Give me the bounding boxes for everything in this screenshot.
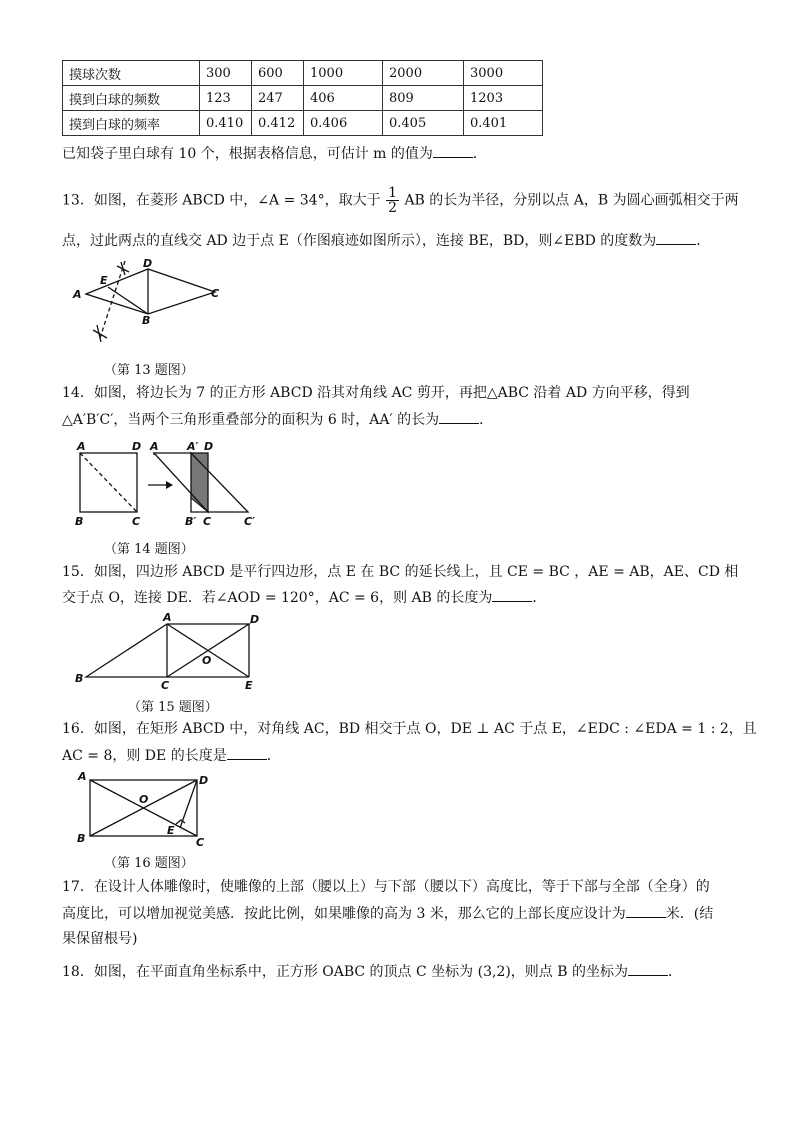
label-c: C	[211, 287, 220, 300]
answer-blank	[439, 409, 479, 424]
label-b: B	[142, 314, 151, 327]
frequency-table	[62, 60, 543, 136]
q15-line2: 交于点 O，连接 DE．若∠AOD = 120°，AC = 6，则 AB 的长度为 ．	[62, 587, 546, 608]
label-a-prime-orig: A	[150, 440, 159, 453]
table-cell: 123	[200, 86, 252, 111]
answer-blank	[227, 745, 267, 760]
q17-line3: 果保留根号)	[62, 931, 138, 947]
label-c: C	[161, 679, 170, 692]
label-d: D	[143, 258, 153, 270]
q14-line2: △A′B′C′，当两个三角形重叠部分的面积为 6 时，AA′ 的长为 ．	[62, 409, 493, 430]
table-cell: 0.401	[464, 111, 543, 136]
diagonal-ac	[80, 453, 137, 512]
arrow-head	[166, 481, 173, 489]
q17-line1: 17．在设计人体雕像时，使雕像的上部（腰以上）与下部（腰以下）高度比，等于下部与全部（全身）的	[62, 879, 710, 895]
answer-blank	[628, 961, 668, 976]
table-row	[63, 61, 543, 86]
answer-blank	[492, 587, 532, 602]
q13-line1: 13．如图，在菱形 ABCD 中，∠A = 34°，取大于 $\frac{1}{2}$ AB 的长为半径，分别以点 A，B 为圆心画弧相交于两	[62, 185, 739, 216]
table-cell: 0.406	[304, 111, 383, 136]
label-e: E	[245, 679, 253, 692]
table-cell: 247	[252, 86, 304, 111]
q16-line2: AC = 8，则 DE 的长度是 ．	[62, 745, 281, 766]
table-cell: 1203	[464, 86, 543, 111]
table-cell: 摸到白球的频数	[63, 86, 200, 111]
label-e: E	[167, 824, 175, 837]
table-cell: 600	[252, 61, 304, 86]
table-cell: 摸到白球的频率	[63, 111, 200, 136]
table-cell: 0.410	[200, 111, 252, 136]
q18-line1: 18．如图，在平面直角坐标系中，正方形 OABC 的顶点 C 坐标为 (3,2)，则点 B 的坐标为 ．	[62, 961, 682, 982]
table-cell: 300	[200, 61, 252, 86]
answer-blank	[433, 143, 473, 158]
q16-rectangle-figure	[72, 768, 222, 848]
label-d: D	[199, 774, 209, 787]
q15-parallelogram-figure	[72, 609, 272, 693]
q13-rhombus-figure	[70, 258, 230, 354]
q14-caption: （第 14 题图）	[104, 542, 194, 557]
label-e: E	[100, 274, 108, 287]
table-cell: 406	[304, 86, 383, 111]
right-angle-mark	[176, 820, 185, 824]
table-row	[63, 111, 543, 136]
label-d-right: D	[204, 440, 214, 453]
label-a: A	[77, 440, 86, 453]
q14-square-figure	[70, 438, 270, 530]
q17-line2: 高度比，可以增加视觉美感．按此比例，如果雕像的高为 3 米，那么它的上部长度应设计为 米．(结	[62, 903, 713, 924]
label-o: O	[202, 654, 212, 667]
segment-be	[108, 287, 148, 314]
fraction-one-half: $\frac{1}{2}$	[388, 185, 397, 216]
table-cell: 3000	[464, 61, 543, 86]
q15-line1: 15．如图，四边形 ABCD 是平行四边形，点 E 在 BC 的延长线上，且 CE = BC ，AE = AB，AE、CD 相	[62, 564, 739, 580]
q16-line1: 16．如图，在矩形 ABCD 中，对角线 AC，BD 相交于点 O，DE ⊥ AC 于点 E，∠EDC : ∠EDA = 1 : 2，且	[62, 721, 757, 737]
q15-caption: （第 15 题图）	[128, 700, 218, 715]
table-cell: 0.405	[383, 111, 464, 136]
label-c: C	[196, 836, 205, 848]
label-c: C	[132, 515, 141, 528]
label-b-prime: B′	[185, 515, 197, 528]
table-cell: 摸球次数	[63, 61, 200, 86]
table-cell: 809	[383, 86, 464, 111]
answer-blank	[656, 230, 696, 245]
q14-line1: 14．如图，将边长为 7 的正方形 ABCD 沿其对角线 AC 剪开，再把△ABC 沿着 AD 方向平移，得到	[62, 385, 690, 401]
q13-caption: （第 13 题图）	[104, 363, 194, 378]
q16-caption: （第 16 题图）	[104, 856, 194, 871]
label-a: A	[73, 288, 82, 301]
label-a: A	[78, 770, 87, 783]
table-cell: 0.412	[252, 111, 304, 136]
q12-tail: 已知袋子里白球有 10 个，根据表格信息，可估计 m 的值为 ．	[62, 143, 487, 164]
label-d: D	[132, 440, 142, 453]
label-b: B	[77, 832, 86, 845]
label-c-prime: C′	[244, 515, 255, 528]
arc-mark-top	[117, 262, 129, 275]
square-abcd	[80, 453, 137, 512]
label-a-prime: A′	[187, 440, 199, 453]
table-cell: 2000	[383, 61, 464, 86]
table-row	[63, 86, 543, 111]
table-cell: 1000	[304, 61, 383, 86]
label-o: O	[139, 793, 149, 806]
q13-line2: 点，过此两点的直线交 AD 边于点 E（作图痕迹如图所示），连接 BE，BD，则∠EBD 的度数为 ．	[62, 230, 710, 251]
label-b: B	[75, 672, 84, 685]
arc-mark-bottom	[93, 325, 107, 342]
label-a: A	[163, 611, 172, 624]
label-d: D	[250, 613, 260, 626]
label-c-right: C	[203, 515, 212, 528]
label-b: B	[75, 515, 84, 528]
answer-blank	[626, 903, 666, 918]
